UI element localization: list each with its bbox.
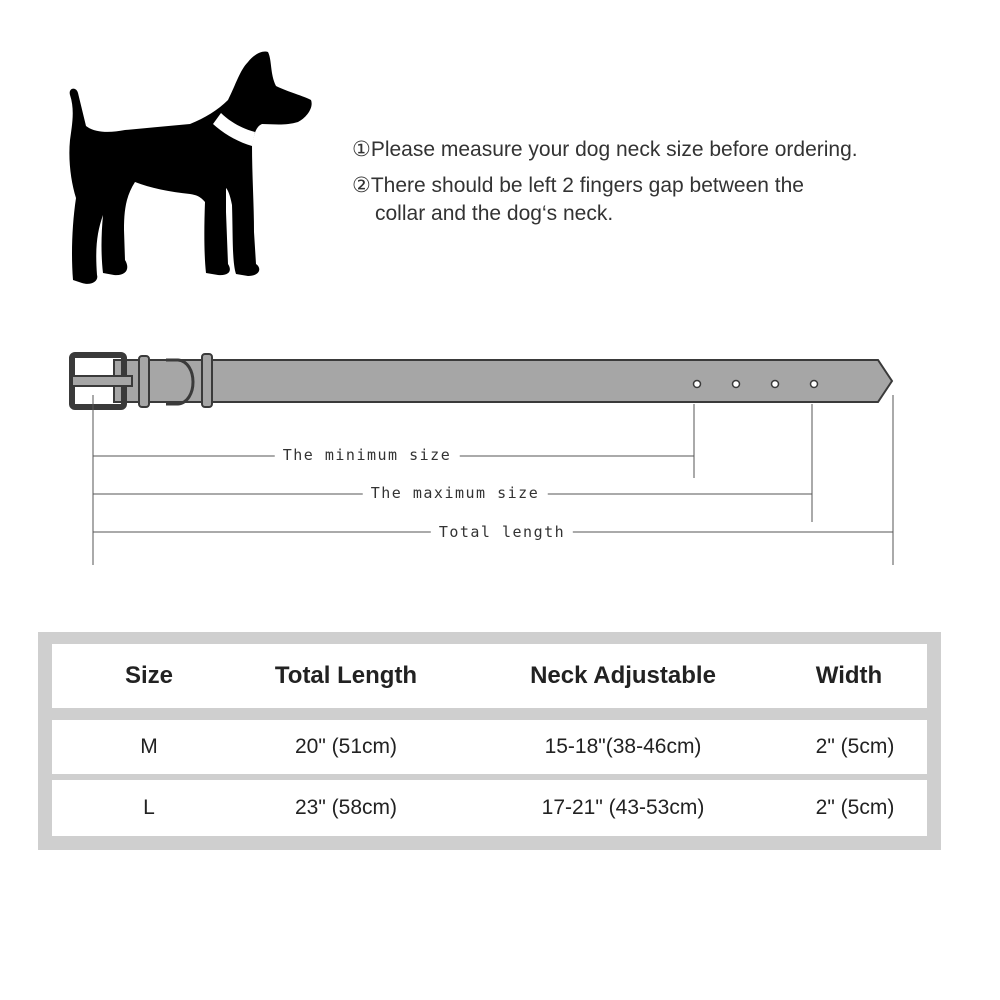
instruction-1-number: ① bbox=[352, 138, 371, 161]
header-neck-adjustable: Neck Adjustable bbox=[530, 662, 716, 689]
table-row bbox=[52, 780, 927, 836]
maximum-size-label: The maximum size bbox=[363, 484, 548, 502]
dog-silhouette-icon bbox=[60, 45, 320, 290]
instruction-2-text: There should be left 2 fingers gap between the bbox=[370, 174, 804, 197]
cell-total-length: 23" (58cm) bbox=[295, 796, 397, 819]
instruction-2-number: ② bbox=[352, 174, 371, 197]
cell-size: L bbox=[143, 796, 155, 819]
instruction-2-continued: collar and the dog‘s neck. bbox=[375, 202, 614, 225]
header-width: Width bbox=[815, 662, 883, 689]
dog-illustration bbox=[60, 45, 320, 290]
collar-measurement-diagram bbox=[0, 330, 1000, 580]
total-length-label: Total length bbox=[431, 523, 573, 541]
cell-width: 2" (5cm) bbox=[815, 796, 895, 819]
header-total-length: Total Length bbox=[274, 662, 418, 689]
table-header-row bbox=[52, 644, 927, 708]
cell-total-length: 20" (51cm) bbox=[295, 735, 397, 758]
minimum-size-label: The minimum size bbox=[275, 446, 460, 464]
table-row bbox=[52, 720, 927, 774]
instruction-1 bbox=[352, 136, 858, 164]
collar-icon bbox=[0, 330, 1000, 580]
instruction-2 bbox=[352, 172, 804, 200]
header-size: Size bbox=[124, 662, 174, 689]
instruction-1-text: Please measure your dog neck size before ordering. bbox=[370, 138, 858, 161]
cell-neck-adjustable: 17-21" (43-53cm) bbox=[541, 796, 705, 819]
cell-width: 2" (5cm) bbox=[815, 735, 895, 758]
size-table bbox=[38, 632, 941, 850]
cell-size: M bbox=[140, 735, 158, 758]
cell-neck-adjustable: 15-18"(38-46cm) bbox=[544, 735, 702, 758]
